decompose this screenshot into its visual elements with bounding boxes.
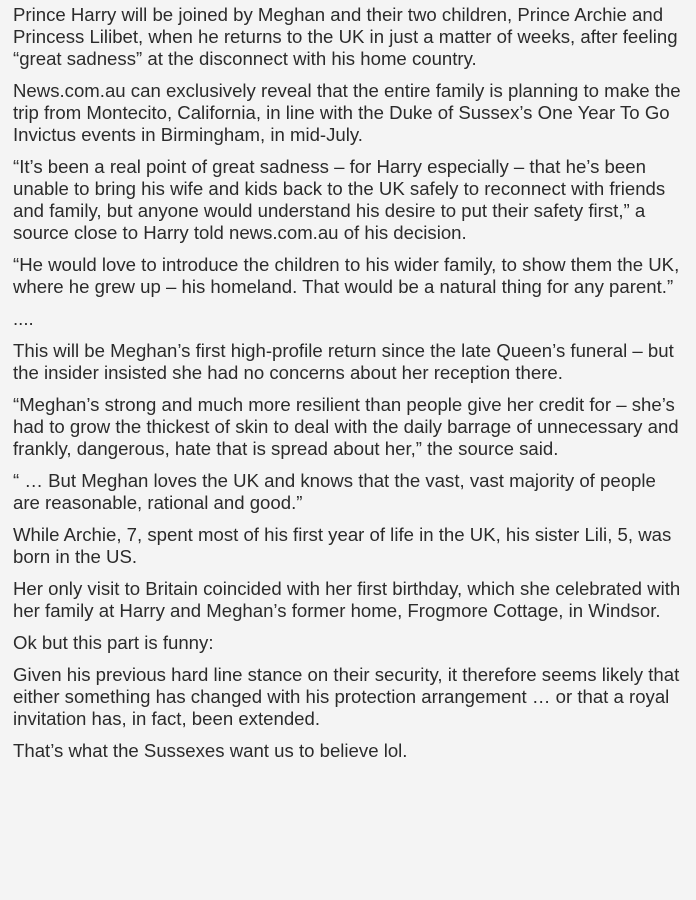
paragraph-2: News.com.au can exclusively reveal that the entire family is planning to make the trip from Montecito, California, in line with the Duke of Sussex’s One Year To Go Invictus events in Birmingham, in mid-July. bbox=[13, 80, 681, 145]
paragraph-7: “ … But Meghan loves the UK and knows that the vast, vast majority of people are reasonable, rational and good.” bbox=[13, 470, 656, 513]
paragraph-5: This will be Meghan’s first high-profile return since the late Queen’s funeral – but the insider insisted she had no concerns about her reception there. bbox=[13, 340, 674, 383]
paragraph-9: Her only visit to Britain coincided with her first birthday, which she celebrated with her family at Harry and Meghan’s former home, Frogmore Cottage, in Windsor. bbox=[13, 578, 681, 621]
paragraph-4: “He would love to introduce the children to his wider family, to show them the UK, where he grew up – his homeland. That would be a natural thing for any parent.” bbox=[13, 254, 680, 297]
ellipsis-separator: .... bbox=[13, 308, 34, 329]
paragraph-6: “Meghan’s strong and much more resilient than people give her credit for – she’s had to grow the thickest of skin to deal with the daily barrage of unnecessary and frankly, dangerous, hate that is spread about her,” the source said. bbox=[13, 394, 679, 459]
commentary-line-1: Ok but this part is funny: bbox=[13, 632, 214, 653]
paragraph-3: “It’s been a real point of great sadness – for Harry especially – that he’s been unable to bring his wife and kids back to the UK safely to reconnect with friends and family, but anyone would understand his desire to put their safety first,” a source close to Harry told news.com.au of his decision. bbox=[13, 156, 666, 243]
paragraph-1: Prince Harry will be joined by Meghan and their two children, Prince Archie and Princess Lilibet, when he returns to the UK in just a matter of weeks, after feeling “great sadness” at the disconnect with his home country. bbox=[13, 4, 678, 69]
paragraph-8: While Archie, 7, spent most of his first year of life in the UK, his sister Lili, 5, was born in the US. bbox=[13, 524, 672, 567]
paragraph-10: Given his previous hard line stance on their security, it therefore seems likely that either something has changed with his protection arrangement … or that a royal invitation has, in fact, been extended. bbox=[13, 664, 680, 729]
commentary-line-2: That’s what the Sussexes want us to believe lol. bbox=[13, 740, 408, 761]
